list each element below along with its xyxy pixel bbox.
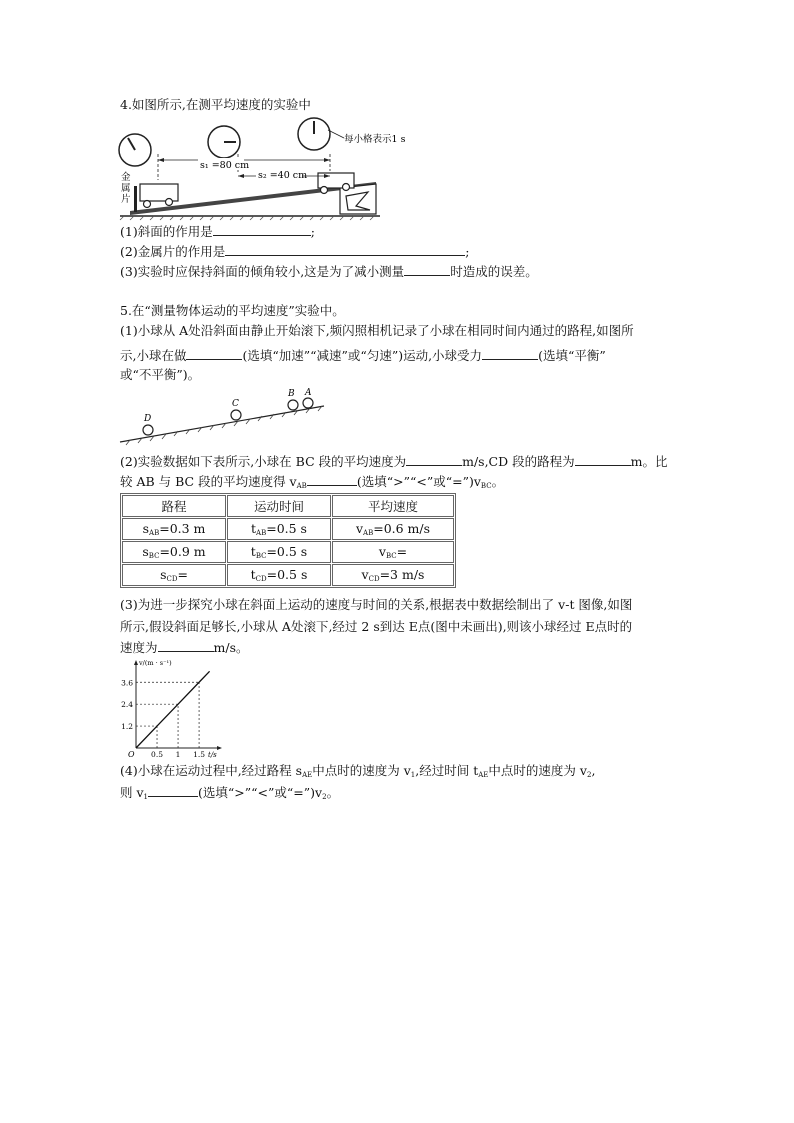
table-cell: $s_{AB}=0.3$ m	[122, 518, 226, 540]
ball-b	[288, 400, 298, 410]
q4-item-2: (2)金属片的作用是 ;	[120, 244, 470, 259]
answer-blank[interactable]	[406, 452, 462, 466]
y-tick-label: 3.6	[121, 678, 133, 688]
table-header: 路程	[122, 495, 226, 517]
table-cell: $s_{CD}=$	[122, 564, 226, 586]
table-row	[122, 541, 454, 563]
table-cell: $v_{CD}=3$ m/s	[332, 564, 454, 586]
clock-note: 每小格表示1 s	[344, 134, 406, 145]
answer-blank[interactable]	[186, 346, 242, 360]
s2-label: s₂ =40 cm	[258, 170, 308, 181]
q5-p1-line1: (1)小球从 A处沿斜面由静止开始滚下,频闪照相机记录了小球在相同时间内通过的路程,如图所	[120, 323, 634, 338]
ball-a	[303, 398, 313, 408]
answer-blank[interactable]	[482, 346, 538, 360]
table-cell: $t_{AB}=0.5$ s	[227, 518, 331, 540]
data-table	[120, 493, 456, 588]
q5-p1-line3: 或“不平衡”)。	[120, 367, 201, 382]
q4-figure	[118, 116, 406, 220]
ball-label-a: A	[305, 388, 312, 398]
ball-label-d: D	[144, 414, 152, 424]
ball-d	[143, 425, 153, 435]
table-cell: $v_{AB}=0.6$ m/s	[332, 518, 454, 540]
table-cell: $s_{BC}=0.9$ m	[122, 541, 226, 563]
answer-blank[interactable]	[225, 242, 465, 256]
q4-item-1: (1)斜面的作用是 ;	[120, 224, 315, 239]
answer-blank[interactable]	[148, 783, 198, 797]
table-header: 平均速度	[332, 495, 454, 517]
table-cell: $t_{BC}=0.5$ s	[227, 541, 331, 563]
q4-item-3: (3)实验时应保持斜面的倾角较小,这是为了减小测量 时造成的误差。	[120, 264, 538, 279]
s1-label: s₁ =80 cm	[200, 160, 250, 171]
plate-label-2: 属	[121, 183, 131, 194]
q5-p3-line3: 速度为 m/s。	[120, 640, 249, 655]
q5-p3-line1: (3)为进一步探究小球在斜面上运动的速度与时间的关系,根据表中数据绘制出了 v-t 图像,如图	[120, 597, 633, 612]
x-tick-label: 1.5	[193, 750, 206, 759]
y-axis-label: v/(m · s⁻¹)	[139, 659, 172, 667]
answer-blank[interactable]	[307, 472, 357, 486]
table-header: 运动时间	[227, 495, 331, 517]
answer-blank[interactable]	[158, 638, 214, 652]
q5-p2-line1: (2)实验数据如下表所示,小球在 BC 段的平均速度为 m/s,CD 段的路程为 m。比	[120, 454, 668, 469]
y-tick-label: 1.2	[121, 722, 133, 732]
q5-p4-line1: (4)小球在运动过程中,经过路程 $s_{AE}$中点时的速度为 $v_1$,经过时间 $t_{AE}$中点时的速度为 $v_2$,	[120, 763, 596, 779]
table-header-row	[122, 495, 454, 517]
x-tick-label: 1	[175, 750, 181, 759]
table-cell: $t_{CD}=0.5$ s	[227, 564, 331, 586]
q5-p2-line2: 较 AB 与 BC 段的平均速度得 $v_{AB}$ (选填“>”“<”或“$=”)v_{BC}$。	[120, 474, 505, 490]
series-line	[136, 671, 210, 748]
q5-title: 5.在“测量物体运动的平均速度”实验中。	[120, 303, 345, 318]
q5-p1-line2: 示,小球在做 (选填“加速”“减速”或“匀速”)运动,小球受力 (选填“平衡”	[120, 348, 606, 363]
answer-blank[interactable]	[404, 262, 450, 276]
answer-blank[interactable]	[213, 222, 311, 236]
table-row	[122, 564, 454, 586]
ball-label-b: B	[288, 389, 295, 399]
x-axis-label: t/s	[208, 751, 217, 759]
vt-chart	[116, 658, 222, 758]
y-axis-arrow	[134, 660, 138, 665]
q5-p3-line2: 所示,假设斜面足够长,小球从 A处滚下,经过 2 s到达 E点(图中未画出),则该小球经过 E点时的	[120, 619, 633, 634]
y-tick-label: 2.4	[121, 700, 133, 710]
x-tick-label: 0.5	[151, 750, 163, 759]
origin-label: O	[128, 750, 135, 759]
q4-title: 4.如图所示,在测平均速度的实验中	[120, 97, 311, 112]
q5-p4-line2: 则 $v_1$ (选填“>”“<”或“$=”)v_2$。	[120, 785, 340, 801]
answer-blank[interactable]	[575, 452, 631, 466]
table-row	[122, 518, 454, 540]
ball-label-c: C	[232, 399, 239, 409]
plate-label-1: 金	[121, 172, 131, 183]
x-axis-arrow	[217, 746, 222, 750]
ball-c	[231, 410, 241, 420]
q5-ramp-figure	[118, 386, 328, 446]
table-cell: $v_{BC}=$	[332, 541, 454, 563]
plate-label-3: 片	[121, 194, 131, 205]
